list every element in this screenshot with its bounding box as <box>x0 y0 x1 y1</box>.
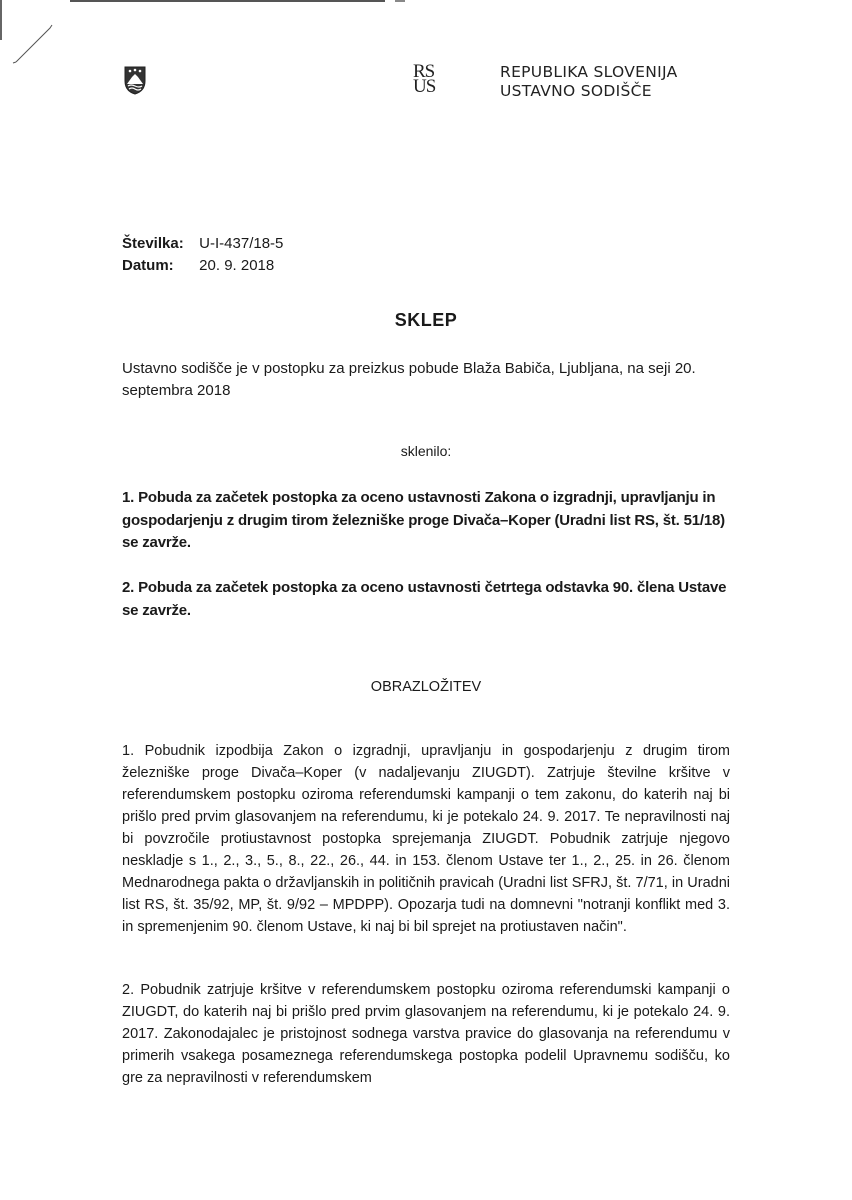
date-label: Datum: <box>122 257 174 274</box>
logo-top-text: RS <box>413 61 435 82</box>
case-number-value: U-I-437/18-5 <box>199 235 284 252</box>
case-number-row <box>122 233 283 255</box>
scan-edge-line <box>0 0 2 40</box>
slovenia-coat-of-arms-icon <box>123 65 147 95</box>
organization-name <box>500 63 678 101</box>
date-row <box>122 255 283 277</box>
decision-item: 2. Pobuda za začetek postopka za oceno ustavnosti četrtega odstavka 90. člena Ustave se zavrže. <box>122 579 727 619</box>
pen-mark-icon <box>12 22 54 64</box>
reasoning-heading: OBRAZLOŽITEV <box>370 679 482 695</box>
case-number-label: Številka: <box>122 235 184 252</box>
scan-edge-line <box>70 0 385 2</box>
rs-us-monogram-icon <box>413 61 449 104</box>
scan-edge-line <box>395 0 405 2</box>
document-title: SKLEP <box>394 310 458 330</box>
resolved-label: sklenilo: <box>400 443 452 459</box>
decision-item: 1. Pobuda za začetek postopka za oceno ustavnosti Zakona o izgradnji, upravljanju in gospodarjenju z drugim tirom železniške proge Divača–Koper (Uradni list RS, št. 51/18) se zavrže. <box>122 489 725 551</box>
logo-bottom-text: US <box>413 76 436 97</box>
reasoning-paragraph: 1. Pobudnik izpodbija Zakon o izgradnji, upravljanju in gospodarjenju z drugim tirom železniške proge Divača–Koper (v nadaljevanju ZIUGDT). Zatrjuje številne kršitve v referendumskem postopku oziroma referendumski kampanji o tem zakonu, do katerih naj bi prišlo pred prvim glasovanjem na referendumu, ki je potekalo 24. 9. 2017. Te nepravilnosti naj bi povzročile protiustavnost postopka sprejemanja ZIUGDT. Pobudnik zatrjuje njegovo neskladje s 1., 2., 3., 5., 8., 22., 26., 44. in 153. členom Ustave ter 1., 2., 25. in 26. členom Mednarodnega pakta o državljanskih in političnih pravicah (Uradni list SFRJ, št. 7/71, in Uradni list RS, št. 35/92, MP, št. 9/92 – MPDPP). Opozarja tudi na domnevni "notranji konflikt med 3. in spremenjenim 90. členom Ustave, ki naj bi bil sprejet na protiustaven način". <box>122 743 730 935</box>
date-value: 20. 9. 2018 <box>199 257 275 274</box>
intro-paragraph: Ustavno sodišče je v postopku za preizkus pobude Blaža Babiča, Ljubljana, na seji 20. septembra 2018 <box>122 360 696 399</box>
reasoning-paragraph: 2. Pobudnik zatrjuje kršitve v referendumskem postopku oziroma referendumski kampanji o ZIUGDT, do katerih naj bi prišlo pred prvim glasovanjem na referendumu, ki je potekalo 24. 9. 2017. Zakonodajalec je pristojnost sodnega varstva pravice do glasovanja na referendumu v primerih vsakega posameznega referendumskega postopka podelil Upravnemu sodišču, ko gre za nepravilnosti v referendumskem <box>122 982 730 1086</box>
document-meta <box>122 233 283 277</box>
org-line-republic: REPUBLIKA SLOVENIJA <box>500 63 678 81</box>
org-line-court: USTAVNO SODIŠČE <box>500 82 652 100</box>
